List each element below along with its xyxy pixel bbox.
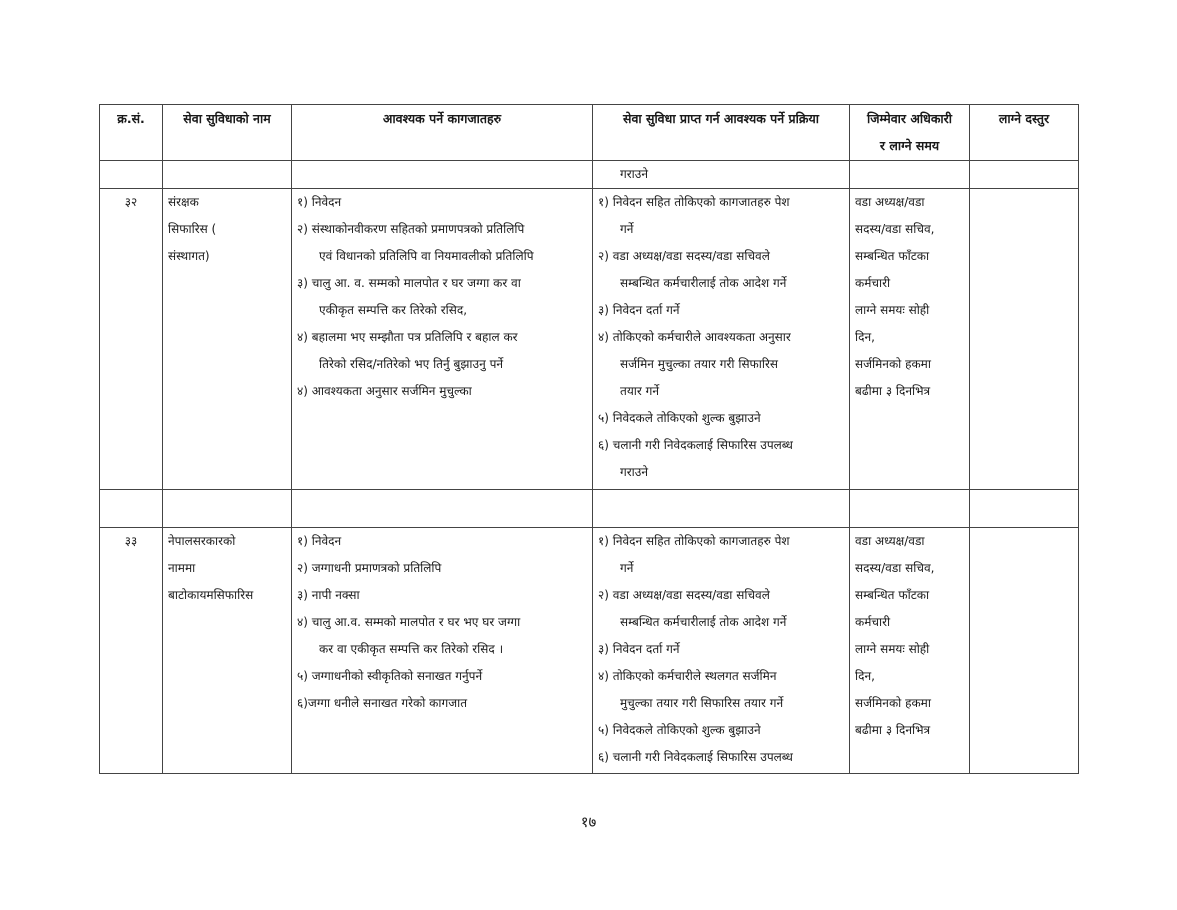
spacer-row (100, 490, 1079, 528)
process-line: सम्बन्धित कर्मचारीलाई तोक आदेश गर्ने (620, 276, 787, 290)
serial-number: ३३ (124, 534, 138, 548)
responsible-line: दिन, (855, 669, 875, 683)
process-line: ५) निवेदकले तोकिएको शुल्क बुझाउने (598, 411, 761, 425)
responsible-line: सदस्य/वडा सचिव, (855, 222, 935, 236)
process-line: ५) निवेदकले तोकिएको शुल्क बुझाउने (598, 723, 761, 737)
process-line: १) निवेदन सहित तोकिएको कागजातहरु पेश (598, 534, 790, 548)
service-name-line: संरक्षक (168, 195, 199, 209)
service-name-line: नेपालसरकारको (168, 534, 236, 548)
process-line: १) निवेदन सहित तोकिएको कागजातहरु पेश (598, 195, 790, 209)
spacer-cell (593, 490, 850, 528)
responsible-line: सम्बन्धित फाँटका (855, 249, 930, 263)
spacer-cell (970, 490, 1079, 528)
responsible-line: वडा अध्यक्ष/वडा (855, 195, 925, 209)
document-line: ३) चालु आ. व. सम्मको मालपोत र घर जग्गा कर वा (297, 276, 521, 290)
responsible-line: कर्मचारी (855, 276, 891, 290)
process-line: २) वडा अध्यक्ष/वडा सदस्य/वडा सचिवले (598, 249, 770, 263)
header-serial: क्र.सं. (100, 105, 163, 161)
process-cell (593, 528, 850, 774)
document-line: तिरेको रसिद/नतिरेको भए तिर्नु बुझाउनु पर्ने (319, 357, 504, 371)
page-number: १७ (580, 813, 597, 831)
document-line: २) जग्गाधनी प्रमाणत्रको प्रतिलिपि (297, 561, 442, 575)
header-row (100, 105, 1079, 161)
process-line: गर्ने (620, 561, 634, 575)
document-line: ६)जग्गा धनीले सनाखत गरेको कागजात (297, 696, 468, 710)
header-service-name: सेवा सुविधाको नाम (163, 105, 292, 161)
responsible-cell (850, 528, 970, 774)
process-line: ३) निवेदन दर्ता गर्ने (598, 642, 680, 656)
service-name-line: संस्थागत) (168, 249, 210, 263)
document-line: कर वा एकीकृत सम्पत्ति कर तिरेको रसिद । (319, 642, 504, 656)
process-line: तयार गर्ने (620, 384, 660, 398)
spacer-cell (292, 490, 593, 528)
header-responsible-line2: र लाग्ने समय (879, 138, 940, 153)
carry-fee-cell (970, 161, 1079, 189)
service-name-line: नाममा (168, 561, 196, 575)
carry-serial-cell (100, 161, 163, 189)
table-row (100, 189, 1079, 490)
document-line: १) निवेदन (297, 534, 342, 548)
document-line: १) निवेदन (297, 195, 342, 209)
carry-process-text: गराउने (620, 167, 649, 181)
process-line: २) वडा अध्यक्ष/वडा सदस्य/वडा सचिवले (598, 588, 770, 602)
service-name-line: सिफारिस ( (168, 222, 217, 236)
service-name-cell (163, 528, 292, 774)
spacer-cell (163, 490, 292, 528)
spacer-cell (100, 490, 163, 528)
document-line: ४) बहालमा भए सम्झौता पत्र प्रतिलिपि र बहाल कर (297, 330, 518, 344)
document-line: २) संस्थाकोनवीकरण सहितको प्रमाणपत्रको प्रतिलिपि (297, 222, 525, 236)
responsible-line: वडा अध्यक्ष/वडा (855, 534, 925, 548)
document-line: ४) चालु आ.व. सम्मको मालपोत र घर भए घर जग्गा (297, 615, 521, 629)
process-line: ६) चलानी गरी निवेदकलाई सिफारिस उपलब्ध (598, 438, 793, 452)
header-responsible-line1: जिम्मेवार अधिकारी (866, 111, 953, 126)
responsible-line: कर्मचारी (855, 615, 891, 629)
process-line: ३) निवेदन दर्ता गर्ने (598, 303, 680, 317)
carry-name-cell (163, 161, 292, 189)
header-process: सेवा सुविधा प्राप्त गर्न आवश्यक पर्ने प्रक्रिया (593, 105, 850, 161)
carry-process-cell (593, 161, 850, 189)
responsible-line: बढीमा ३ दिनभित्र (855, 384, 931, 398)
responsible-line: सदस्य/वडा सचिव, (855, 561, 935, 575)
responsible-line: सम्बन्धित फाँटका (855, 588, 930, 602)
process-line: सम्बन्धित कर्मचारीलाई तोक आदेश गर्ने (620, 615, 787, 629)
documents-cell (292, 189, 593, 490)
responsible-line: सर्जमिनको हकमा (855, 696, 931, 710)
document-line: ५) जग्गाधनीको स्वीकृतिको सनाखत गर्नुपर्ने (297, 669, 483, 683)
carry-responsible-cell (850, 161, 970, 189)
process-line: सर्जमिन मुचुल्का तयार गरी सिफारिस (620, 357, 779, 371)
carry-documents-cell (292, 161, 593, 189)
responsible-line: बढीमा ३ दिनभित्र (855, 723, 931, 737)
serial-cell (100, 528, 163, 774)
carry-over-row (100, 161, 1079, 189)
process-line: ६) चलानी गरी निवेदकलाई सिफारिस उपलब्ध (598, 750, 793, 764)
responsible-line: लाग्ने समयः सोही (855, 642, 930, 656)
responsible-line: लाग्ने समयः सोही (855, 303, 930, 317)
header-fee: लाग्ने दस्तुर (970, 105, 1079, 161)
service-table (99, 104, 1079, 774)
process-cell (593, 189, 850, 490)
service-name-line: बाटोकायमसिफारिस (168, 588, 254, 602)
document-line: एवं विधानको प्रतिलिपि वा नियमावलीको प्रतिलिपि (319, 249, 534, 263)
responsible-cell (850, 189, 970, 490)
fee-cell (970, 528, 1079, 774)
process-line: ४) तोकिएको कर्मचारीले आवश्यकता अनुसार (598, 330, 791, 344)
document-line: ३) नापी नक्सा (297, 588, 360, 602)
responsible-line: सर्जमिनको हकमा (855, 357, 931, 371)
fee-cell (970, 189, 1079, 490)
process-line: गराउने (620, 465, 649, 479)
process-line: ४) तोकिएको कर्मचारीले स्थलगत सर्जमिन (598, 669, 777, 683)
document-line: एकीकृत सम्पत्ति कर तिरेको रसिद, (319, 303, 468, 317)
header-documents: आवश्यक पर्ने कागजातहरु (292, 105, 593, 161)
table-row (100, 528, 1079, 774)
serial-cell (100, 189, 163, 490)
serial-number: ३२ (124, 195, 138, 209)
service-name-cell (163, 189, 292, 490)
responsible-line: दिन, (855, 330, 875, 344)
header-responsible (850, 105, 970, 161)
document-line: ४) आवश्यकता अनुसार सर्जमिन मुचुल्का (297, 384, 472, 398)
documents-cell (292, 528, 593, 774)
spacer-cell (850, 490, 970, 528)
process-line: मुचुल्का तयार गरी सिफारिस तयार गर्ने (620, 696, 784, 710)
process-line: गर्ने (620, 222, 634, 236)
